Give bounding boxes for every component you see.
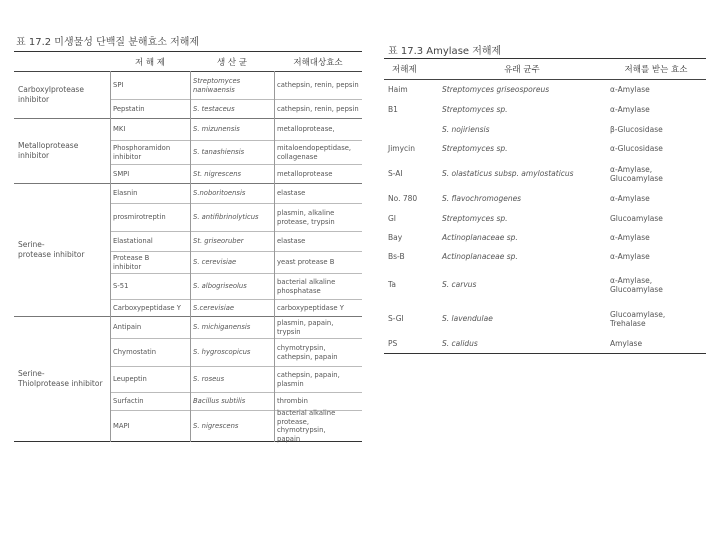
table-row: [110, 367, 362, 393]
target-enzyme: metalloprotease: [277, 169, 333, 178]
inhibited-enzyme: β-Glucosidase: [610, 124, 663, 134]
table1-header-inhibitor: 저 해 제: [134, 57, 166, 68]
inhibited-enzyme: α-Amylase: [610, 194, 650, 204]
inhibitor-name: Leupeptin: [113, 375, 147, 384]
inhibitor-name: Protease B inhibitor: [113, 254, 150, 271]
inhibitor-name: Phosphoramidon inhibitor: [113, 144, 171, 161]
target-enzyme: elastase: [277, 237, 306, 246]
target-enzyme: mitaloendopeptidase, collagenase: [277, 144, 352, 161]
inhibitor-name: SMPI: [113, 169, 130, 178]
table-row: [384, 209, 706, 228]
group-category: Metalloprotease inhibitor: [18, 141, 79, 160]
target-enzyme: yeast protease B: [277, 258, 335, 267]
inhibitor-group: [14, 119, 362, 184]
inhibitor-name: S-GI: [388, 314, 404, 324]
producer-organism: S.noboritoensis: [193, 189, 246, 198]
inhibitor-name: No. 780: [388, 194, 418, 204]
table2-header: [384, 59, 706, 80]
source-strain: Streptomyces griseosporeus: [442, 85, 550, 95]
inhibitor-name: Antipain: [113, 323, 142, 332]
inhibited-enzyme: Amylase: [610, 339, 643, 349]
group-category: Carboxylprotease inhibitor: [18, 85, 84, 104]
table-row: [384, 335, 706, 353]
inhibitor-name: Carboxypeptidase Y: [113, 303, 181, 312]
target-enzyme: metalloprotease,: [277, 125, 335, 134]
table-row: [384, 120, 706, 139]
producer-organism: S. testaceus: [193, 104, 235, 113]
inhibitor-name: Pepstatin: [113, 104, 145, 113]
inhibitor-name: Ta: [388, 280, 396, 290]
inhibitor-name: prosmirotreptin: [113, 213, 166, 222]
source-strain: S. lavendulae: [442, 314, 493, 324]
producer-organism: S. michiganensis: [193, 323, 251, 332]
source-strain: S. flavochromogenes: [442, 194, 522, 204]
inhibited-enzyme: α-Amylase: [610, 252, 650, 262]
table2-header-strain: 유래 균주: [504, 65, 540, 75]
inhibited-enzyme: α-Amylase: [610, 232, 650, 242]
producer-organism: St. griseoruber: [193, 237, 244, 246]
table-row: [384, 303, 706, 335]
producer-organism: S. nigrescens: [193, 421, 239, 430]
inhibitor-name: Elastational: [113, 237, 153, 246]
producer-organism: S.cerevisiae: [193, 303, 235, 312]
group-category: Serine- Thiolprotease inhibitor: [18, 369, 103, 388]
table-row: [384, 267, 706, 303]
producer-organism: S. cerevisiae: [193, 258, 237, 267]
column-divider: [190, 71, 191, 442]
table-row: [384, 139, 706, 159]
table-row: [110, 252, 362, 274]
source-strain: Actinoplanaceae sp.: [442, 232, 518, 242]
amylase-inhibitor-table: [384, 58, 706, 354]
source-strain: S. olastaticus subsp. amylostaticus: [442, 169, 574, 179]
table2-header-inhibitor: 저해제: [392, 65, 417, 75]
table-row: [110, 100, 362, 118]
table2-title: 표 17.3 Amylase 저해제: [388, 46, 502, 57]
target-enzyme: plasmin, papain, trypsin: [277, 319, 334, 336]
inhibitor-group: [14, 184, 362, 317]
inhibited-enzyme: α-Amylase: [610, 105, 650, 115]
table-row: [110, 72, 362, 100]
table-row: [384, 189, 706, 209]
inhibited-enzyme: Glucoamylase, Trehalase: [610, 309, 666, 328]
table-row: [110, 339, 362, 367]
table-row: [110, 274, 362, 300]
target-enzyme: cathepsin, renin, pepsin: [277, 81, 359, 90]
source-strain: Actinoplanaceae sp.: [442, 252, 518, 262]
group-category: Serine- protease inhibitor: [18, 240, 85, 259]
producer-organism: S. antifibrinolyticus: [193, 213, 259, 222]
inhibitor-name: GI: [388, 213, 397, 223]
inhibitor-name: MKI: [113, 125, 126, 134]
source-strain: Streptomyces sp.: [442, 105, 508, 115]
inhibited-enzyme: Glucoamylase: [610, 213, 663, 223]
table-row: [384, 80, 706, 100]
protease-inhibitor-table: [14, 51, 362, 442]
inhibitor-name: SPI: [113, 81, 124, 90]
column-divider: [110, 71, 111, 442]
inhibitor-group: [14, 317, 362, 441]
table-row: [110, 141, 362, 165]
source-strain: Streptomyces sp.: [442, 213, 508, 223]
inhibited-enzyme: α-Amylase, Glucoamylase: [610, 164, 663, 183]
target-enzyme: bacterial alkaline protease, chymotrypsin, papain: [277, 409, 336, 443]
target-enzyme: plasmin, alkaline protease, trypsin: [277, 209, 335, 226]
inhibitor-name: S-51: [113, 282, 129, 291]
table-row: [110, 165, 362, 183]
target-enzyme: cathepsin, papain, plasmin: [277, 371, 340, 388]
producer-organism: St. nigrescens: [193, 169, 242, 178]
inhibitor-group: [14, 72, 362, 119]
table-row: [110, 204, 362, 232]
inhibited-enzyme: α-Amylase: [610, 85, 650, 95]
inhibitor-name: B1: [388, 105, 398, 115]
inhibitor-name: Jimycin: [388, 144, 416, 154]
target-enzyme: bacterial alkaline phosphatase: [277, 278, 336, 295]
table-row: [384, 228, 706, 247]
table-row: [110, 300, 362, 316]
inhibitor-name: S-AI: [388, 169, 403, 179]
table-row: [384, 159, 706, 189]
inhibitor-name: Bay: [388, 232, 403, 242]
table1-header-target: 저해대상효소: [293, 57, 343, 68]
producer-organism: S. albogriseolus: [193, 282, 247, 291]
producer-organism: S. hygroscopicus: [193, 348, 251, 357]
table1-header-producer: 생 산 균: [216, 57, 248, 68]
target-enzyme: cathepsin, renin, pepsin: [277, 104, 359, 113]
inhibitor-name: Haim: [388, 85, 408, 95]
producer-organism: S. tanashiensis: [193, 148, 245, 157]
source-strain: S. carvus: [442, 280, 477, 290]
table-row: [110, 119, 362, 141]
producer-organism: S. roseus: [193, 375, 225, 384]
target-enzyme: thrombin: [277, 397, 308, 406]
target-enzyme: elastase: [277, 189, 306, 198]
inhibitor-name: MAPI: [113, 421, 130, 430]
table-row: [110, 184, 362, 204]
inhibited-enzyme: α-Amylase, Glucoamylase: [610, 275, 663, 294]
producer-organism: S. mizunensis: [193, 125, 240, 134]
inhibitor-name: Surfactin: [113, 397, 144, 406]
inhibitor-name: Chymostatin: [113, 348, 157, 357]
column-divider: [274, 71, 275, 442]
inhibitor-name: PS: [388, 339, 398, 349]
source-strain: S. calidus: [442, 339, 478, 349]
table-row: [384, 100, 706, 120]
table-row: [384, 247, 706, 267]
source-strain: S. nojiriensis: [442, 124, 490, 134]
target-enzyme: carboxypeptidase Y: [277, 303, 344, 312]
inhibited-enzyme: α-Glucosidase: [610, 144, 663, 154]
target-enzyme: chymotrypsin, cathepsin, papain: [277, 344, 338, 361]
table-row: [110, 411, 362, 441]
producer-organism: Bacillus subtilis: [193, 397, 246, 406]
table-row: [110, 232, 362, 252]
inhibitor-name: Elasnin: [113, 189, 138, 198]
table-row: [110, 317, 362, 339]
producer-organism: Streptomyces naniwaensis: [193, 77, 241, 94]
table2-header-enzyme: 저해를 받는 효소: [624, 65, 688, 75]
inhibitor-name: Bs-B: [388, 252, 405, 262]
source-strain: Streptomyces sp.: [442, 144, 508, 154]
table1-title: 표 17.2 미생물성 단백질 분해효소 저해제: [16, 37, 200, 48]
table1-header: [14, 52, 362, 72]
